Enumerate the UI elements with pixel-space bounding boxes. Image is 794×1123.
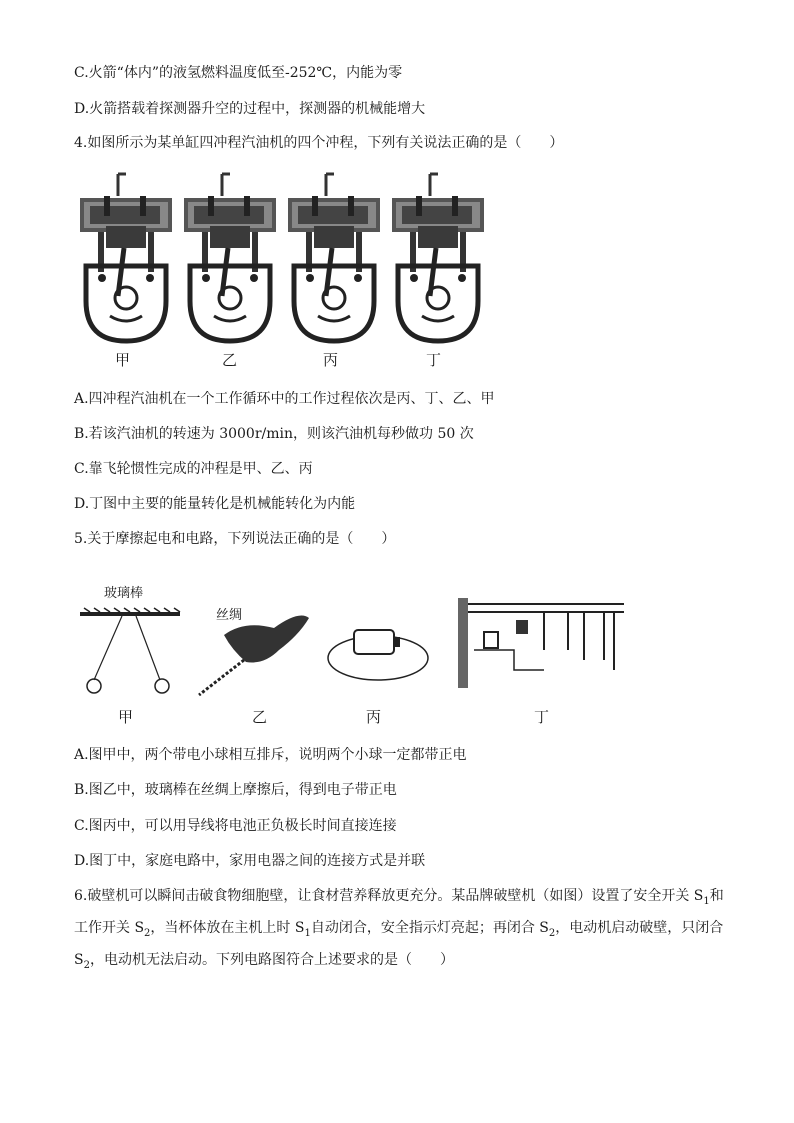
battery-wire-drawing (328, 630, 428, 680)
q4-option-a: A.四冲程汽油机在一个工作循环中的工作过程依次是丙、丁、乙、甲 (74, 391, 495, 407)
q4-label-bing: 丙 (323, 351, 339, 369)
q6-stem: 6.破壁机可以瞬间击破食物细胞壁，让食材营养释放更充分。某品牌破壁机（如图）设置了安全开关 $S_1$和 工作开关 $S_2$，当杯体放在主机上时 $S_1$自动闭合，安全指示灯亮起；再闭合 $S_2$，电动机启动破壁，只闭合 $S_2$，电动机无法启动。下列电路图符合上述要求的是（ ） (74, 888, 724, 971)
q5-label-jia: 甲 (118, 708, 134, 726)
silk-glass-rod-drawing (199, 616, 309, 695)
q4-option-c: C.靠飞轮惯性完成的冲程是甲、乙、丙 (74, 461, 313, 477)
q4-label-jia: 甲 (115, 351, 131, 369)
q5-label-bing: 丙 (366, 708, 382, 726)
hanging-balls-drawing (80, 608, 180, 693)
q5-label-yi: 乙 (252, 708, 268, 726)
q5-option-d: D.图丁中，家庭电路中，家用电器之间的连接方式是并联 (74, 853, 426, 869)
q4-option-d: D.丁图中主要的能量转化是机械能转化为内能 (74, 496, 356, 512)
q3-option-c: C.火箭“体内”的液氢燃料温度低至-252℃，内能为零 (74, 65, 403, 81)
q5-option-a: A.图甲中，两个带电小球相互排斥，说明两个小球一定都带正电 (74, 747, 467, 763)
q4-label-ding: 丁 (426, 351, 442, 369)
q4-option-b: B.若该汽油机的转速为 3000r/min，则该汽油机每秒做功 50 次 (74, 426, 474, 442)
engine-strokes-figure (74, 166, 494, 371)
q5-label-ding: 丁 (534, 708, 550, 726)
friction-circuit-figure (74, 590, 634, 705)
q5-stem: 5.关于摩擦起电和电路，下列说法正确的是（ ） (74, 531, 396, 547)
q5-label-silk: 丝绸 (216, 608, 243, 623)
q5-option-c: C.图丙中，可以用导线将电池正负极长时间直接连接 (74, 818, 397, 834)
household-circuit-drawing (458, 598, 624, 688)
q3-option-d: D.火箭搭载着探测器升空的过程中，探测器的机械能增大 (74, 101, 426, 117)
q4-stem: 4.如图所示为某单缸四冲程汽油机的四个冲程，下列有关说法正确的是（ ） (74, 135, 564, 151)
q4-label-yi: 乙 (222, 351, 238, 369)
q5-label-glass-rod: 玻璃棒 (104, 586, 144, 601)
q5-option-b: B.图乙中，玻璃棒在丝绸上摩擦后，得到电子带正电 (74, 782, 397, 798)
